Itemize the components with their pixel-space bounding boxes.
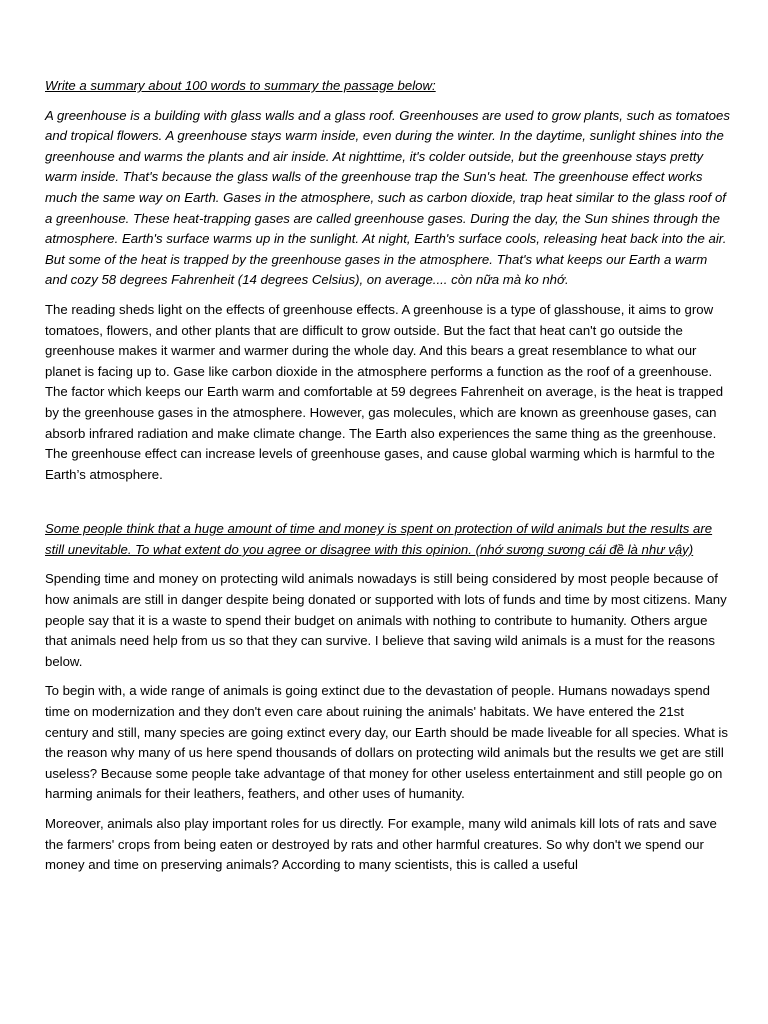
- document-page: [45, 76, 730, 885]
- section-gap: [45, 494, 730, 519]
- task1-prompt: Write a summary about 100 words to summary the passage below:: [45, 78, 436, 93]
- task2-intro-paragraph: Spending time and money on protecting wild animals nowadays is still being considered by most people because of how animals are still in danger despite being donated or supported with lots of funds and time by most citizens. Many people say that it is a waste to spend their budget on animals with nothing to contribute to humanity. Others argue that animals need help from us so that they can survive. I believe that saving wild animals is a must for the reasons below.: [45, 571, 727, 669]
- task2-prompt: Some people think that a huge amount of time and money is spent on protection of wild animals but the results are still unevitable. To what extent do you agree or disagree with this opinion. (nhớ sương sương cái đề là như vậy): [45, 521, 713, 557]
- task1-answer: The reading sheds light on the effects of greenhouse effects. A greenhouse is a type of glasshouse, it aims to grow tomatoes, flowers, and other plants that are difficult to grow outside. But the fact that heat can't go outside the greenhouse makes it warmer and warmer during the whole day. And this bears a great resemblance to what our planet is facing up to. Gase like carbon dioxide in the atmosphere performs a function as the roof of a greenhouse. The factor which keeps our Earth warm and comfortable at 59 degrees Fahrenheit on average, is the heat is trapped by the greenhouse gases in the atmosphere. However, gas molecules, which are known as greenhouse gases, can absorb infrared radiation and make climate change. The Earth also experiences the same thing as the greenhouse. The greenhouse effect can increase levels of greenhouse gases, and cause global warming which is harmful to the Earth’s atmosphere.: [45, 301, 724, 482]
- task2-body-paragraph-1: To begin with, a wide range of animals is going extinct due to the devastation of people. Humans nowadays spend time on modernization and they don't even care about ruining the animals' habitats. We have entered the 21st century and still, many species are going extinct every day, our Earth should be made liveable for all species. What is the reason why many of us here spend thousands of dollars on protecting wild animals but the results we get are still useless? Because some people take advantage of that money for other useless entertainment and still people go on harming animals for their leathers, feathers, and other uses of humanity.: [45, 683, 728, 802]
- task1-passage: A greenhouse is a building with glass walls and a glass roof. Greenhouses are used to grow plants, such as tomatoes and tropical flowers. A greenhouse stays warm inside, even during the winter. In the daytime, sunlight shines into the greenhouse and warms the plants and air inside. At nighttime, it's colder outside, but the greenhouse stays pretty warm inside. That's because the glass walls of the greenhouse trap the Sun's heat. The greenhouse effect works much the same way on Earth. Gases in the atmosphere, such as carbon dioxide, trap heat similar to the glass roof of a greenhouse. These heat-trapping gases are called greenhouse gases. During the day, the Sun shines through the atmosphere. Earth's surface warms up in the sunlight. At night, Earth's surface cools, releasing heat back into the air. But some of the heat is trapped by the greenhouse gases in the atmosphere. That's what keeps our Earth a warm and cozy 58 degrees Fahrenheit (14 degrees Celsius), on average.... còn nữa mà ko nhớ.: [45, 107, 730, 288]
- task2-body-paragraph-2: Moreover, animals also play important roles for us directly. For example, many wild animals kill lots of rats and save the farmers' crops from being eaten or destroyed by rats and other harmful creatures. So why don't we spend our money and time on preserving animals? According to many scientists, this is called a useful: [45, 816, 717, 873]
